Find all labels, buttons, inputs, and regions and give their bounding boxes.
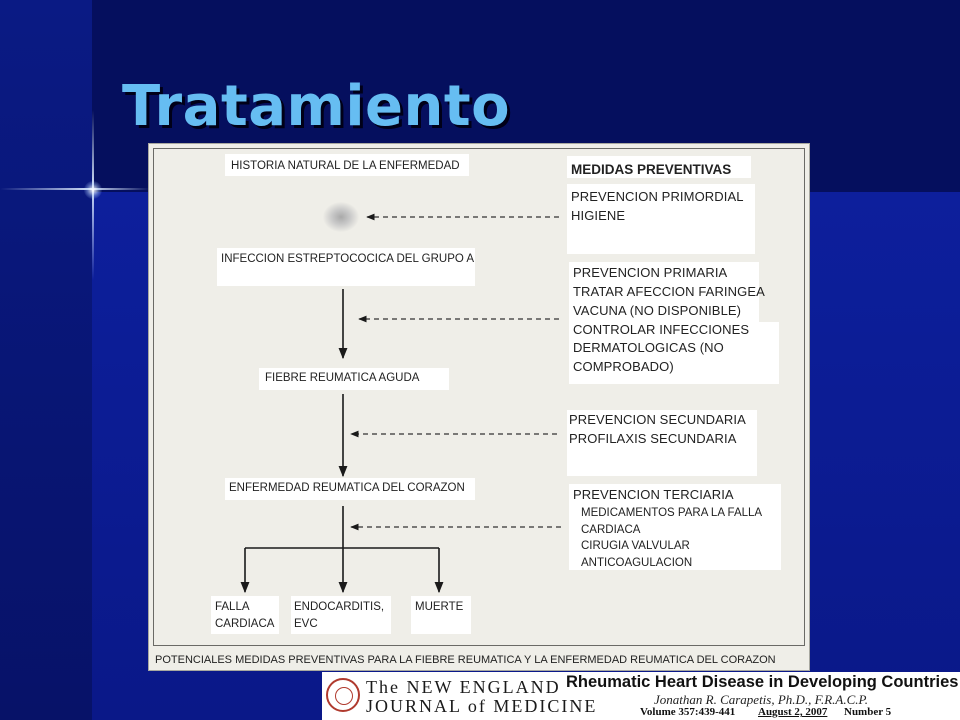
article-date: August 2, 2007 — [758, 706, 828, 718]
outcome-line: EVC — [294, 618, 318, 631]
outcome-line: ENDOCARDITIS, — [294, 601, 385, 613]
diagram-caption: POTENCIALES MEDIDAS PREVENTIVAS PARA LA FIEBRE REUMATICA Y LA ENFERMEDAD REUMATICA DEL CORAZON — [155, 654, 776, 666]
journal-seal-icon — [326, 678, 360, 712]
outcome-line: FALLA — [215, 601, 250, 613]
measure-line: TRATAR AFECCION FARINGEA — [573, 283, 765, 299]
sparkle-star-icon — [84, 181, 102, 199]
outcome-endocarditis — [294, 600, 384, 632]
background-left-panel — [0, 0, 92, 720]
measure-line: PREVENCION PRIMORDIAL — [571, 189, 744, 204]
article-volume: Volume 357:439-441 — [640, 706, 736, 718]
article-number: Number 5 — [844, 706, 892, 718]
tertiary-line: MEDICAMENTOS PARA LA FALLA — [581, 507, 763, 519]
prevention-diagram — [148, 143, 810, 671]
measure-line: PREVENCION SECUNDARIA — [569, 412, 746, 427]
stage-infection: INFECCION ESTREPTOCOCICA DEL GRUPO A — [221, 253, 475, 265]
right-header: MEDIDAS PREVENTIVAS — [571, 162, 732, 177]
outcome-muerte — [415, 600, 463, 614]
tertiary-line: ANTICOAGULACION — [581, 557, 693, 570]
left-header: HISTORIA NATURAL DE LA ENFERMEDAD — [231, 160, 460, 172]
journal-name-line2: JOURNAL of MEDICINE — [366, 696, 598, 716]
sparkle-horizontal-decoration — [0, 188, 150, 190]
measure-line: COMPROBADO) — [573, 359, 674, 375]
article-author: Jonathan R. Carapetis, Ph.D., F.R.A.C.P. — [654, 692, 869, 707]
article-title: Rheumatic Heart Disease in Developing Countries — [566, 673, 959, 691]
citation-banner — [322, 672, 960, 720]
measure-secondary — [569, 411, 746, 449]
measure-primary — [573, 264, 765, 377]
stage-fever: FIEBRE REUMATICA AGUDA — [265, 372, 420, 384]
measure-line: DERMATOLOGICAS (NO — [573, 340, 724, 356]
outcome-falla — [215, 600, 274, 632]
slide-title: Tratamiento — [122, 74, 511, 139]
tertiary-items — [581, 505, 762, 572]
journal-name-line1: The NEW ENGLAND — [366, 677, 561, 697]
measure-line: PROFILAXIS SECUNDARIA — [569, 430, 737, 446]
tertiary-line: CIRUGIA VALVULAR — [581, 540, 690, 553]
outcome-line: MUERTE — [415, 601, 464, 613]
stage-heart-disease: ENFERMEDAD REUMATICA DEL CORAZON — [229, 482, 465, 494]
tertiary-line: CARDIACA — [581, 523, 641, 536]
measure-tertiary: PREVENCION TERCIARIA — [573, 487, 734, 502]
measure-line: PREVENCION PRIMARIA — [573, 265, 728, 280]
outcome-line: CARDIACA — [215, 618, 275, 631]
measure-primordial — [571, 188, 744, 226]
measure-line: VACUNA (NO DISPONIBLE) — [573, 302, 742, 318]
measure-line: CONTROLAR INFECCIONES — [573, 321, 750, 337]
measure-line: HIGIENE — [571, 207, 626, 223]
